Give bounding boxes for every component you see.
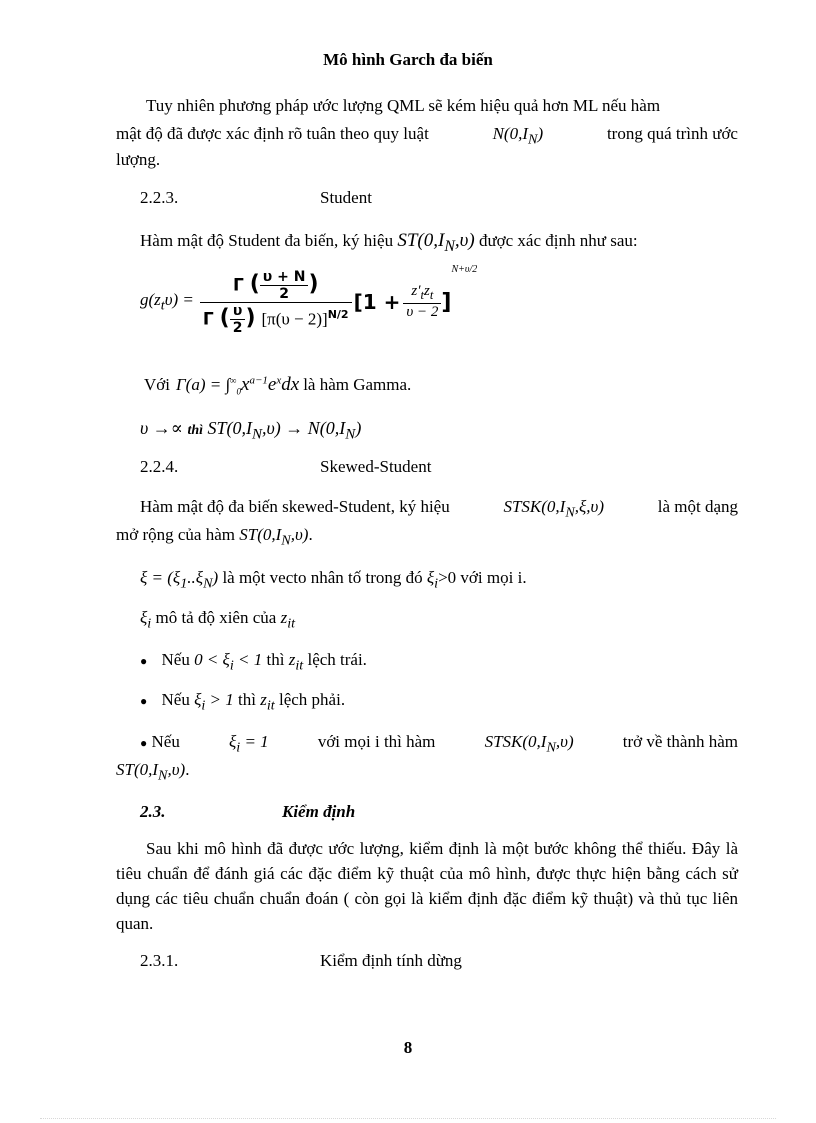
gamma-arg-top-den: 2 — [260, 285, 309, 302]
xi-i-inline — [426, 568, 439, 592]
bullet2-math-close: > 1 — [209, 690, 234, 709]
section-2-2-4-title: Skewed-Student — [320, 457, 432, 476]
bullet-symmetric — [140, 732, 738, 756]
bullet3-math2 — [485, 732, 574, 756]
formula-numerator — [200, 269, 352, 302]
bullet2-math-sub: i — [201, 697, 206, 714]
xi-def-mid: ..ξ — [187, 568, 204, 587]
bullet3-line2-post: . — [185, 760, 190, 779]
bullet2-math-body: ξ — [194, 690, 202, 709]
bullet1-z-it — [288, 650, 304, 674]
gamma-def-e: e — [267, 374, 277, 395]
skewed-line-2-post: . — [308, 525, 313, 544]
intro-math-close: ) — [537, 124, 544, 143]
z-fraction — [403, 283, 441, 321]
bullet2-pre: Nếu — [161, 690, 190, 709]
bullet3-line2-sub: N — [158, 767, 168, 784]
limit-statement — [140, 418, 361, 444]
xi-definition-line — [140, 568, 527, 592]
bullet3-math2-body: STSK(0,I — [484, 732, 547, 751]
student-symbol-body: ST(0,I — [397, 230, 445, 251]
gamma-def-exp1: a−1 — [249, 374, 268, 387]
bullet-dot-3: ● — [140, 736, 148, 750]
skew-desc-text: mô tả độ xiên của — [155, 608, 277, 627]
z-fraction-num — [403, 283, 441, 303]
intro-line-2 — [116, 124, 738, 148]
limit-mid: ST(0,I — [207, 418, 253, 438]
skewed-line-1-post: là một dạng — [657, 497, 738, 516]
bullet2-mid: thì — [238, 690, 256, 709]
limit-rhs-close: ) — [355, 418, 362, 438]
gamma-definition — [176, 374, 299, 396]
bullet3-math2-sub: N — [546, 739, 556, 756]
bracket-close: ] — [441, 289, 452, 315]
bullet1-math-body: 0 < ξ — [194, 650, 230, 669]
bullet1-math — [194, 650, 263, 674]
outer-exponent: N+υ/2 — [451, 264, 478, 275]
section-2-3-number: 2.3. — [140, 802, 166, 821]
xi-def-sub1: 1 — [180, 575, 188, 592]
page-bottom-divider — [40, 1118, 776, 1119]
formula-lhs-close: υ) = — [164, 289, 194, 309]
z-fraction-den: υ − 2 — [403, 303, 441, 321]
limit-mid-sub: N — [252, 426, 263, 443]
xi-i-sub: i — [434, 575, 439, 592]
intro-line-2-math — [493, 124, 544, 148]
bullet2-z-it — [260, 690, 275, 714]
xi-def-body: ξ = (ξ — [140, 568, 181, 587]
with-post: là hàm Gamma. — [303, 375, 412, 395]
bullet2-math — [194, 690, 234, 714]
intro-line-1 — [116, 93, 738, 118]
bullet-right-skew — [140, 690, 345, 714]
student-intro-pre: Hàm mật độ Student đa biến, ký hiệu — [140, 231, 394, 250]
skewed-line-1 — [116, 497, 738, 521]
page-number: 8 — [403, 1038, 413, 1057]
bullet2-post: lệch phải. — [278, 690, 346, 709]
skewed-line-2 — [116, 525, 313, 549]
gamma-arg-bottom-den: 2 — [230, 319, 246, 336]
student-symbol — [397, 230, 475, 255]
xi-def-text: là một vecto nhân tố trong đó — [222, 568, 423, 587]
stsk-close: ,ξ,υ) — [574, 497, 605, 516]
formula-lhs — [140, 290, 194, 314]
limit-mid-close: ,υ) → N(0,I — [262, 418, 346, 438]
bullet3-line2-body: ST(0,I — [116, 760, 159, 779]
section-2-3-1-title: Kiểm định tính dừng — [320, 951, 462, 970]
limit-lhs: υ →∝ — [140, 418, 183, 438]
limit-rhs-sub: N — [345, 426, 356, 443]
paren-close-bottom: ) — [245, 305, 256, 330]
gamma-arg-top-num: υ + N — [262, 268, 306, 285]
section-2-3-1-number: 2.3.1. — [140, 951, 179, 970]
formula-main-fraction — [200, 269, 352, 336]
intro-math-body: N(0,I — [492, 124, 529, 143]
bullet1-post: lệch trái. — [307, 650, 367, 669]
pi-exponent: N/2 — [327, 307, 349, 321]
bullet1-math-close: < 1 — [238, 650, 263, 669]
formula-denominator — [200, 302, 352, 336]
bullet2-z-body: z — [260, 690, 267, 709]
paren-close-top: ) — [308, 271, 319, 296]
intro-line-2-post: trong quá trình ước — [606, 124, 738, 143]
limit-then: thì — [187, 423, 204, 438]
student-symbol-close: ,υ) — [454, 230, 475, 251]
gamma-def-dx: dx — [281, 374, 300, 395]
z-it-desc-body: z — [280, 608, 288, 627]
paren-open-top: ( — [249, 271, 260, 296]
student-intro-post: được xác định như sau: — [478, 231, 638, 250]
student-symbol-sub: N — [444, 237, 455, 255]
gamma-symbol-bottom: Γ — [202, 309, 214, 329]
gamma-symbol-top: Γ — [232, 275, 244, 295]
bullet3-lead — [140, 732, 180, 756]
xi-i-desc-body: ξ — [140, 608, 148, 627]
formula-lhs-sub: t — [160, 297, 165, 314]
student-intro — [140, 230, 638, 256]
xi-vector — [140, 568, 219, 592]
section-2-2-3-number: 2.2.3. — [140, 188, 179, 207]
gamma-def-lhs: Γ(a) = ∫ — [176, 375, 231, 394]
bullet3-pre: Nếu — [151, 732, 180, 751]
st-body: ST(0,I — [239, 525, 282, 544]
z-top2: z — [424, 283, 430, 299]
skewed-line-1-pre: Hàm mật độ đa biến skewed-Student, ký hiệu — [140, 497, 450, 516]
student-density-formula — [140, 262, 477, 342]
bullet1-z-sub: it — [295, 657, 304, 674]
xi-i-desc-sub: i — [147, 615, 152, 632]
stsk-body: STSK(0,I — [503, 497, 566, 516]
testing-paragraph: Sau khi mô hình đã được ước lượng, kiểm định là một bước không thể thiếu. Đây là tiêu chuẩn để đánh giá các đặc điểm kỹ thuật của mô hình, được thực hiện bằng cách sử dụng các tiêu chuẩn chuẩn đoán ( còn gọi là kiểm định đặc điểm kỹ thuật) và thủ tục liên quan. — [116, 839, 738, 933]
gamma-def-lower: 0 — [236, 386, 242, 397]
gamma-arg-bottom — [230, 303, 246, 336]
bullet3-line2-close: ,υ) — [167, 760, 186, 779]
bullet-dot-2: ● — [140, 694, 148, 708]
intro-line-3: lượng. — [116, 150, 161, 169]
intro-math-sub: N — [528, 131, 538, 148]
page-header-title: Mô hình Garch đa biến — [323, 50, 493, 69]
section-2-2-3-title: Student — [320, 188, 372, 207]
z-it-desc-sub: it — [287, 615, 296, 632]
bullet3-line2-math — [116, 760, 186, 784]
bullet3-post: trở về thành hàm — [622, 732, 738, 751]
bullet3-math-sub: i — [236, 739, 241, 756]
with-pre: Với — [144, 375, 170, 395]
bullet3-math2-close: ,υ) — [555, 732, 574, 751]
xi-def-tail: >0 với mọi i. — [438, 568, 527, 587]
skewed-line-1-math — [503, 497, 604, 521]
bullet3-mid: với mọi i thì hàm — [317, 732, 436, 751]
gamma-definition-line — [144, 374, 411, 396]
bullet3-math-close: = 1 — [244, 732, 269, 751]
bullet-symmetric-line-2 — [116, 760, 189, 784]
section-2-2-4-number: 2.2.4. — [140, 457, 179, 476]
z-top-sub: t — [420, 288, 425, 302]
xi-i-desc — [140, 608, 152, 632]
intro-line-1-text: Tuy nhiên phương pháp ước lượng QML sẽ kém hiệu quả hơn ML nếu hàm — [146, 96, 661, 115]
gamma-def-exp2: x — [276, 374, 282, 387]
bullet1-math-sub: i — [229, 657, 234, 674]
xi-i-body: ξ — [426, 568, 435, 587]
bullet1-pre: Nếu — [161, 650, 190, 669]
z-it-desc — [280, 608, 296, 632]
bullet-left-skew — [140, 650, 367, 674]
xi-def-close: ) — [212, 568, 219, 587]
pi-term: [π(υ − 2)] — [261, 309, 328, 328]
stsk-sub: N — [565, 504, 575, 521]
bullet3-math-body: ξ — [228, 732, 237, 751]
bullet-dot-1: ● — [140, 654, 148, 668]
bullet1-z-body: z — [288, 650, 296, 669]
st-sub: N — [281, 532, 291, 549]
z-top: z′ — [411, 283, 421, 299]
bracket-open: [1 + — [353, 290, 401, 314]
paren-open-bottom: ( — [219, 305, 230, 330]
bullet2-z-sub: it — [266, 697, 275, 714]
skewed-line-2-pre: mở rộng của hàm — [116, 525, 235, 544]
st-close: ,υ) — [290, 525, 309, 544]
formula-lhs-body: g(z — [140, 289, 161, 309]
gamma-def-x: x — [241, 374, 250, 395]
gamma-arg-top — [260, 269, 309, 302]
xi-def-sub2: N — [203, 575, 213, 592]
section-2-3-title: Kiểm định — [282, 802, 356, 821]
gamma-def-upper: ∞ — [230, 375, 237, 386]
skewed-line-2-math — [239, 525, 309, 549]
gamma-arg-bottom-num: υ — [232, 302, 243, 319]
skew-description-line — [140, 608, 295, 632]
bullet1-mid: thì — [266, 650, 285, 669]
bullet3-math — [229, 732, 269, 756]
intro-line-2-pre: mật độ đã được xác định rõ tuân theo quy luật — [116, 124, 429, 143]
z-top2-sub: t — [429, 288, 434, 302]
